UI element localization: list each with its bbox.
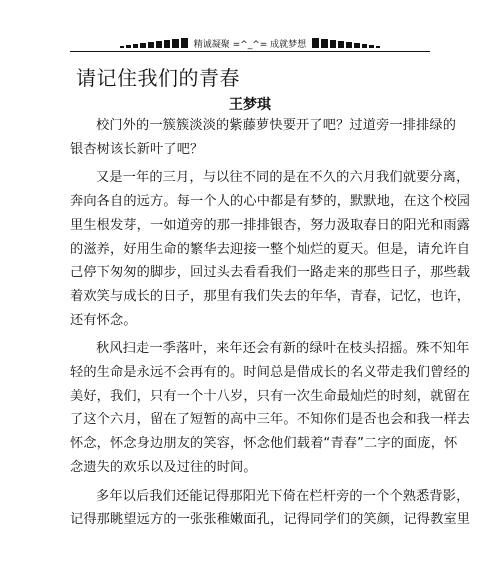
text-line: 美好，我们，只有一个十八岁，只有一次生命最灿烂的时刻，就留在	[70, 388, 471, 404]
paragraph-3	[70, 337, 471, 479]
text-line: 还有怀念。	[70, 312, 137, 328]
text-line: 奔向各自的远方。每一个人的心中都是有梦的，默默地，在这个校园	[70, 194, 471, 210]
text-line: 着欢笑与成长的日子，那里有我们失去的年华，青春，记忆，也许，	[70, 288, 471, 304]
text-line: 秋风扫走一季落叶，来年还会有新的绿叶在枝头招摇。殊不知年	[96, 341, 470, 357]
paragraph-4	[70, 485, 471, 532]
text-line: 记得那眺望远方的一张张稚嫩面孔，记得同学们的笑颜，记得教室里	[70, 512, 471, 528]
paragraph-1	[70, 114, 457, 161]
document-body	[70, 114, 471, 532]
header-decoration-left	[120, 38, 188, 48]
text-line: 轻的生命是永远不会再有的。时间总是借成长的名义带走我们曾经的	[70, 365, 471, 381]
paragraph-2	[70, 166, 471, 332]
document-title: 请记住我们的青春	[76, 66, 240, 90]
header-rule	[70, 51, 430, 52]
text-line: 校门外的一簇簇淡淡的紫藤萝快要开了吧？过道旁一排排绿的	[96, 118, 457, 133]
text-line: 又是一年的三月，与以往不同的是在不久的六月我们就要分离，	[96, 170, 470, 186]
text-line: 里生根发芽，一如道旁的那一排排银杏，努力汲取春日的阳光和雨露	[70, 217, 471, 233]
text-line: 的滋养，好用生命的繁华去迎接一整个灿烂的夏天。但是，请允许自	[70, 241, 471, 257]
text-line: 己停下匆匆的脚步，回过头去看看我们一路走来的那些日子，那些载	[70, 265, 471, 281]
text-line: 了这个六月，留在了短暂的高中三年。不知你们是否也会和我一样去	[70, 412, 471, 428]
text-line: 多年以后我们还能记得那阳光下倚在栏杆旁的一个个熟悉背影，	[96, 488, 470, 504]
header-motto: 精诚凝聚 =^_^= 成就梦想	[193, 39, 307, 50]
text-line: 念遗失的欢乐以及过往的时间。	[70, 459, 257, 475]
text-line: 怀念，怀念身边朋友的笑容，怀念他们载着“青春”二字的面庞，怀	[70, 436, 458, 452]
header-decoration-right	[312, 38, 380, 48]
text-line: 银杏树该长新叶了吧？	[70, 141, 204, 157]
document-author: 王梦琪	[229, 97, 271, 113]
page-header	[70, 35, 430, 51]
